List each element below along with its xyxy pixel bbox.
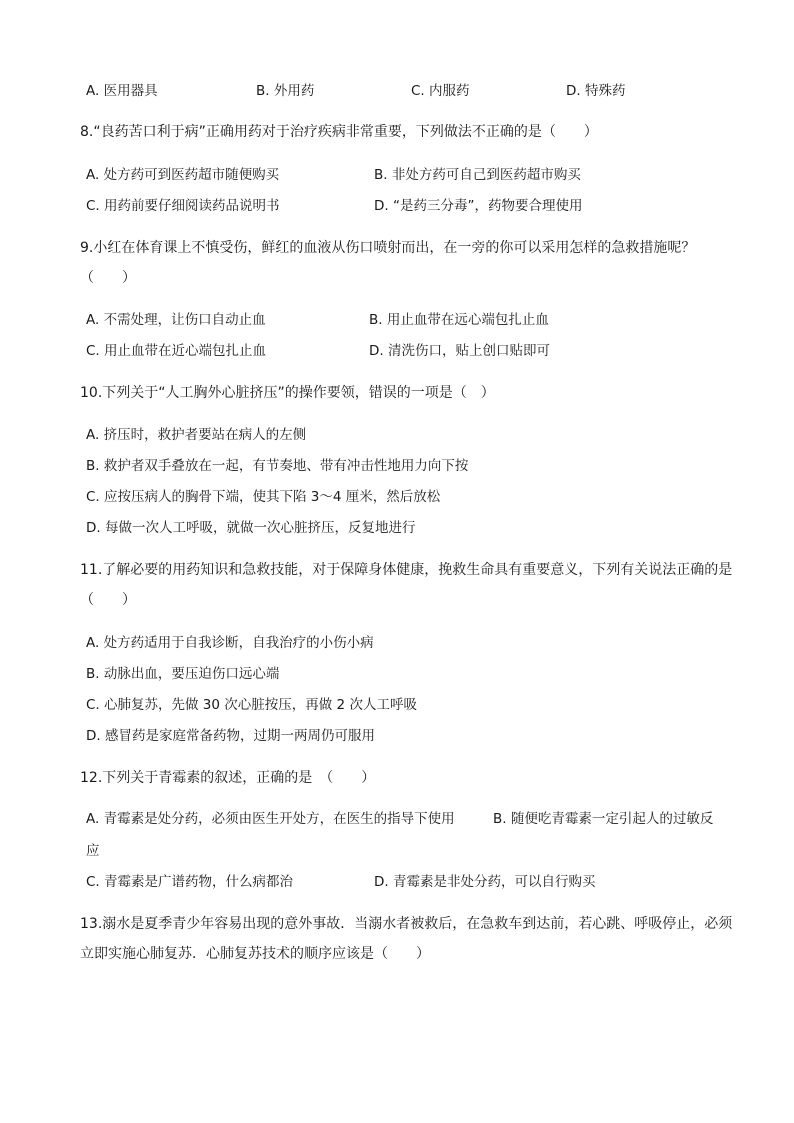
q11-option-c: C. 心肺复苏，先做 30 次心脏按压，再做 2 次人工呼吸 [86,697,417,713]
q8-option-d: D. “是药三分毒”，药物要合理使用 [374,198,583,214]
q11-option-b: B. 动脉出血，要压迫伤口远心端 [86,666,280,682]
q7-option-d: D. 特殊药 [566,83,626,99]
q10-stem: 10.下列关于“人工胸外心脏挤压”的操作要领，错误的一项是（ ） [80,385,495,401]
q9-stem: 9.小红在体育课上不慎受伤，鲜红的血液从伤口喷射而出，在一旁的你可以采用怎样的急救措施呢？ [80,240,696,256]
q9-option-a: A. 不需处理，让伤口自动止血 [86,312,266,328]
q11-option-a: A. 处方药适用于自我诊断，自我治疗的小伤小病 [86,635,374,651]
q7-option-c: C. 内服药 [411,83,470,99]
q11-stem-cont: （ ） [80,592,136,608]
q8-option-a: A. 处方药可到医药超市随便购买 [86,167,280,183]
q10-option-c: C. 应按压病人的胸骨下端，使其下陷 3～4 厘米，然后放松 [86,489,441,505]
q9-option-c: C. 用止血带在近心端包扎止血 [86,343,267,359]
q12-stem: 12.下列关于青霉素的叙述，正确的是 （ ） [80,770,376,786]
q13-stem-cont: 立即实施心肺复苏．心肺复苏技术的顺序应该是（ ） [80,946,430,962]
q12-option-a: A. 青霉素是处分药，必须由医生开处方，在医生的指导下使用 [86,811,455,827]
q7-option-a: A. 医用器具 [86,83,158,99]
q12-option-b: B. 随便吃青霉素一定引起人的过敏反 [493,811,714,827]
q8-stem: 8.“良药苦口利于病”正确用药对于治疗疾病非常重要，下列做法不正确的是（ ） [80,124,598,140]
q10-option-b: B. 救护者双手叠放在一起，有节奏地、带有冲击性地用力向下按 [86,458,469,474]
q12-option-b-wrap: 应 [86,843,100,859]
q10-option-a: A. 挤压时，救护者要站在病人的左侧 [86,427,307,443]
q13-stem: 13.溺水是夏季青少年容易出现的意外事故．当溺水者被救后，在急救车到达前，若心跳、呼吸停止，必须 [80,916,733,932]
q11-stem: 11.了解必要的用药知识和急救技能，对于保障身体健康，挽救生命具有重要意义，下列有关说法正确的是 [80,562,733,578]
q8-option-b: B. 非处方药可自己到医药超市购买 [374,167,581,183]
q12-option-c: C. 青霉素是广谱药物，什么病都治 [86,874,294,890]
q9-stem-cont: （ ） [80,270,136,286]
q11-option-d: D. 感冒药是家庭常备药物，过期一两周仍可服用 [86,728,375,744]
q9-option-b: B. 用止血带在远心端包扎止血 [369,312,549,328]
q8-option-c: C. 用药前要仔细阅读药品说明书 [86,198,280,214]
q12-option-d: D. 青霉素是非处分药，可以自行购买 [374,874,596,890]
q9-option-d: D. 清洗伤口，贴上创口贴即可 [369,343,550,359]
q10-option-d: D. 每做一次人工呼吸，就做一次心脏挤压，反复地进行 [86,520,416,536]
q7-option-b: B. 外用药 [256,83,315,99]
